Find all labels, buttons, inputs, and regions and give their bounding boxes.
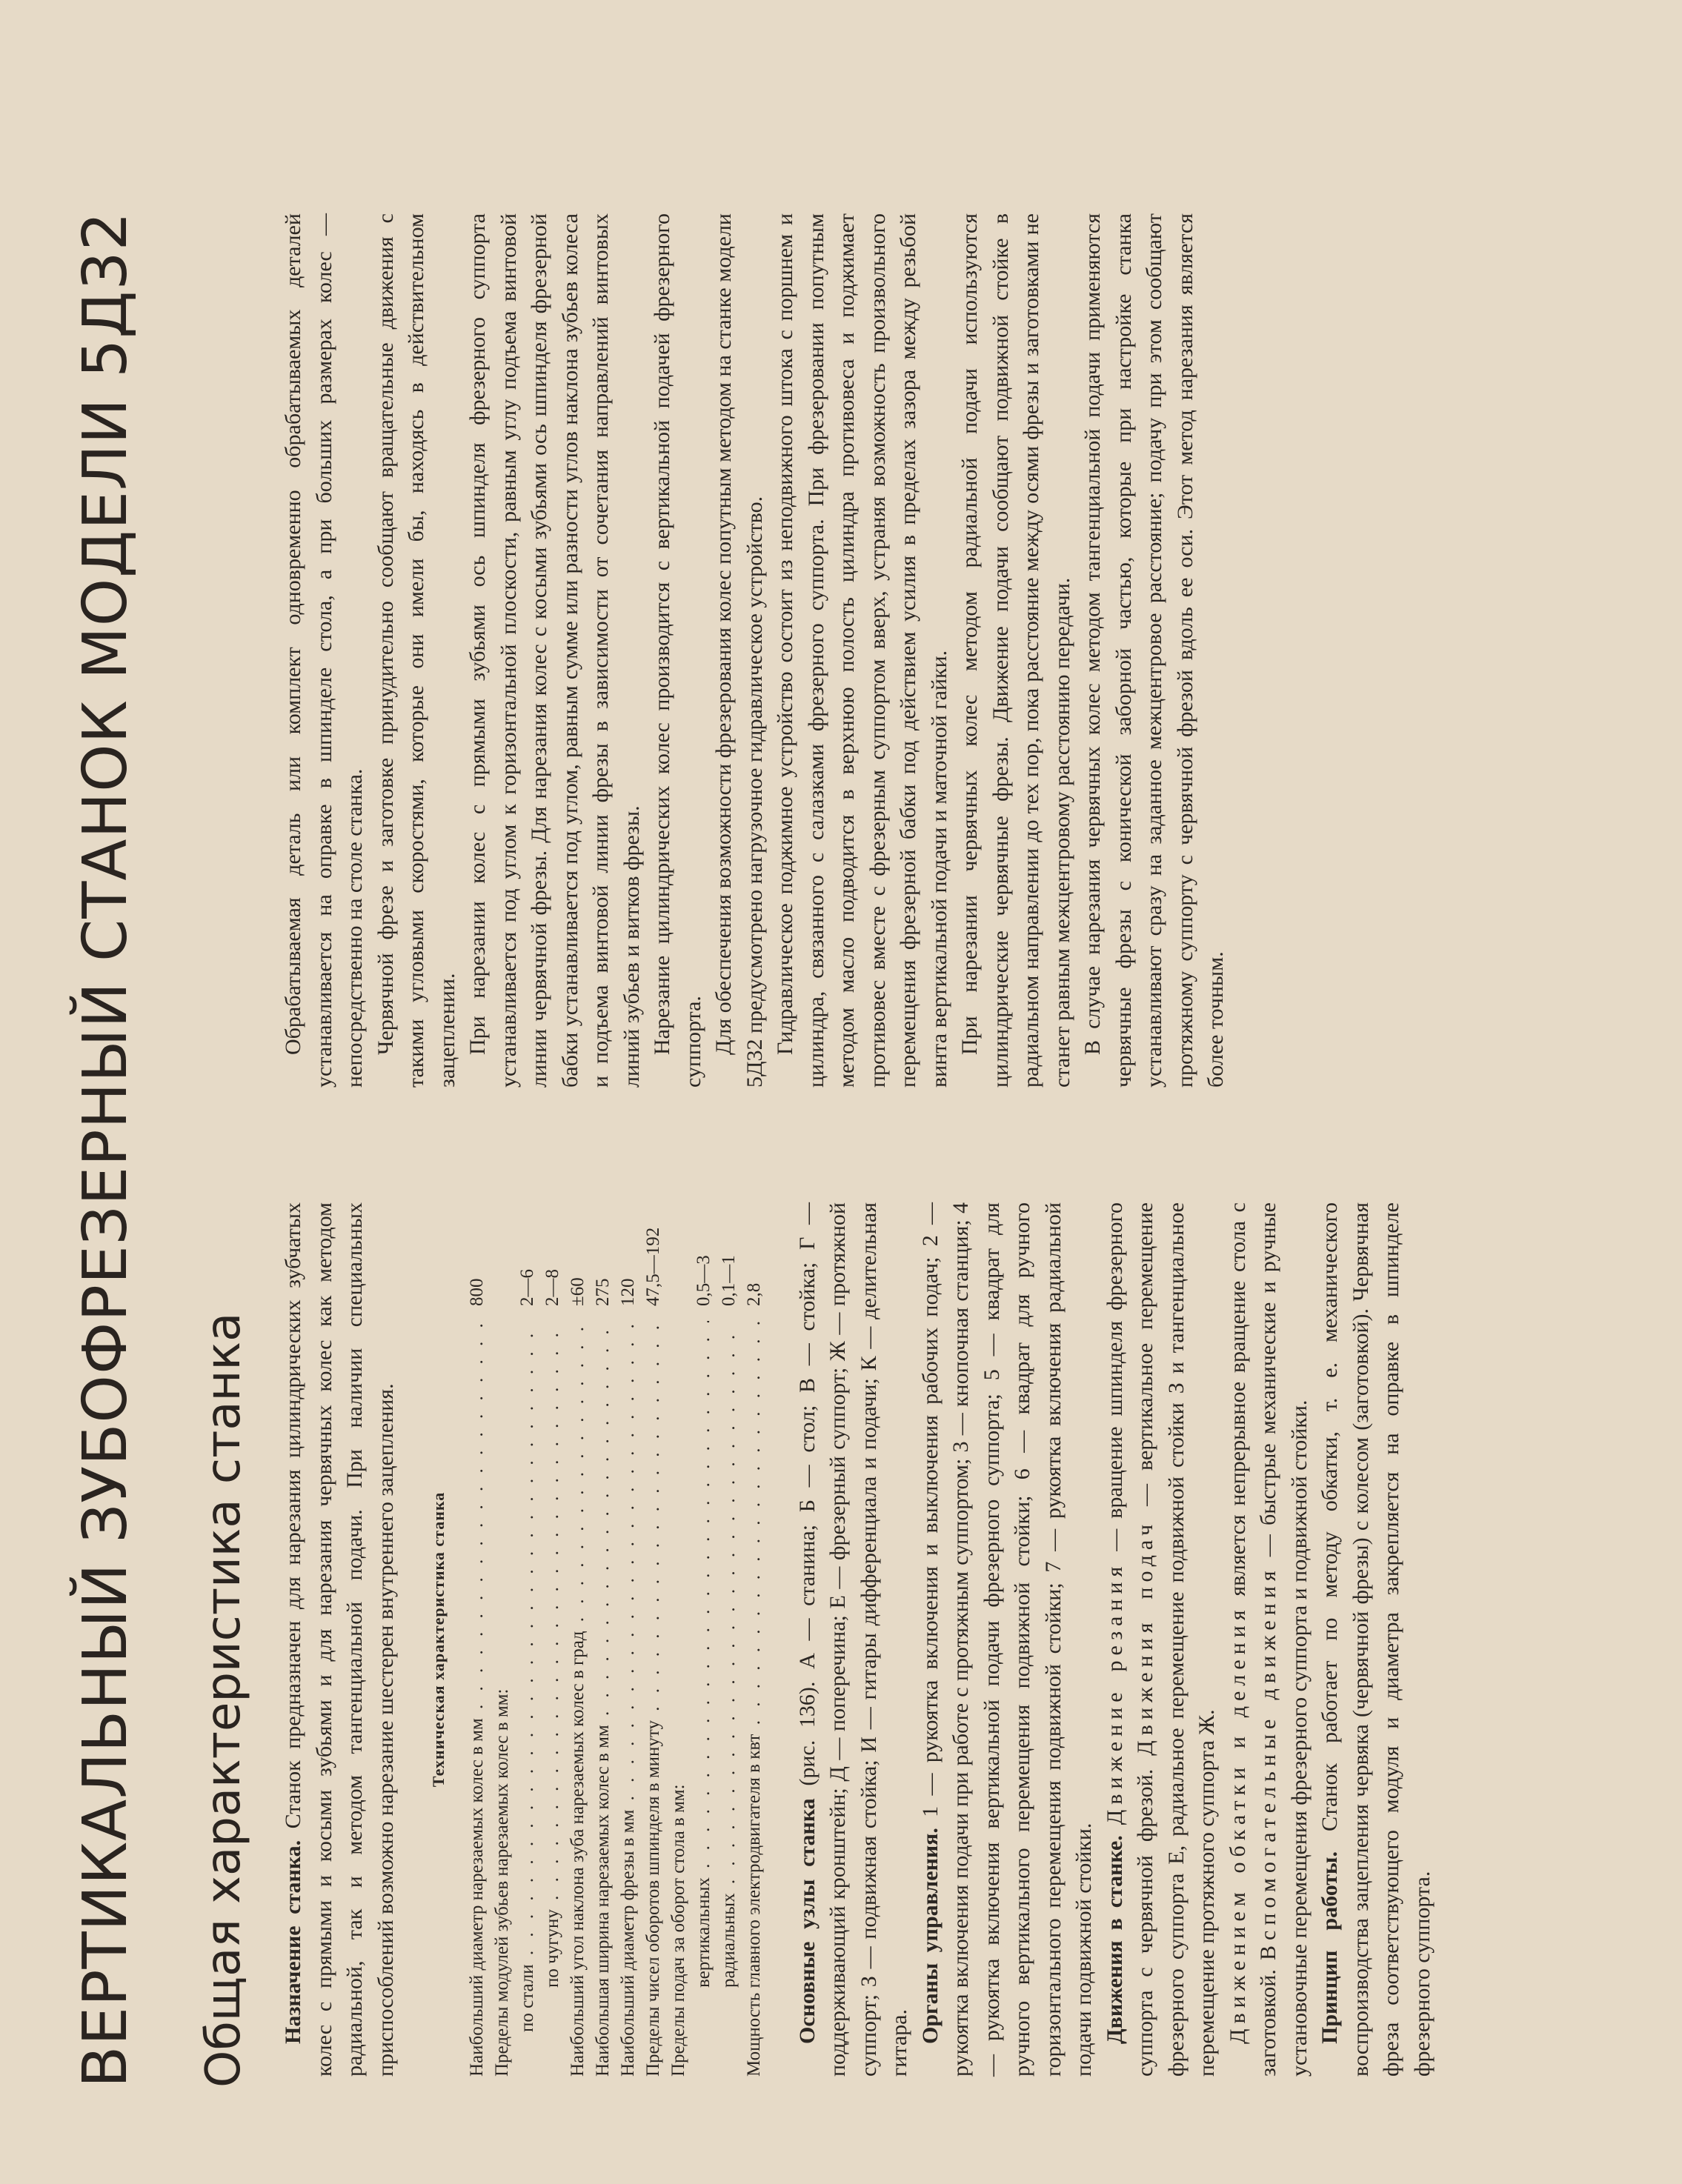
body-paragraph: В случае нарезания червячных колес методом тангенциальной подачи применяются червячные фрезы с конической заборной частью, которые при настройке станка устанавливают сразу на заданное межцентровое расстояние; подачу при этом сообщают протяжному суппорту с червячной фрезой вдоль ее оси. Этот метод нарезания является более точным.	[1080, 213, 1228, 1088]
units-text: (рис. 136). А — станина; Б — стол; В — стойка; Г — поддерживающий кронштейн; Д — поперечина; Е — фрезерный суппорт; Ж — протяжной суппорт; З — подвижная стойка; И — гитары дифференциала и подачи; К — делительная гитара.	[794, 1202, 911, 2077]
purpose-text: Станок предназначен для нарезания цилиндрических зубчатых колес с прямыми и косыми зубьями и для нарезания червячных колес как методом радиальной, так и методом тангенциальной подачи. При наличии специальных приспособлений возможно нарезание шестерен внутреннего зацепления.	[281, 1202, 398, 2077]
spec-label: по стали . . .	[515, 1321, 540, 2077]
spec-row	[691, 1202, 717, 2077]
cutting-motion-term: Движение резания	[1102, 1561, 1127, 1825]
spec-label: Мощность главного электродвигателя в квт . . .	[742, 1321, 767, 2077]
spec-row	[565, 1202, 591, 2077]
spec-row	[717, 1202, 742, 2077]
spec-label: Наибольший диаметр нарезаемых колес в мм . . .	[465, 1321, 490, 2077]
spec-label: Пределы подач за оборот стола в мм:	[668, 1784, 688, 2077]
controls-lead: Органы управления.	[917, 1828, 943, 2044]
spec-label: вертикальных . . .	[691, 1321, 717, 2077]
spec-row	[666, 1202, 691, 2077]
indexing-paragraph	[1223, 1202, 1315, 2077]
indexing-text: является непрерывное вращение стола с заготовкой.	[1225, 1202, 1280, 2077]
body-paragraph: Нарезание цилиндрических колес производится с вертикальной подачей фрезерного суппорта.	[650, 213, 705, 1088]
principle-text: Станок работает по методу обкатки, т. е. механического воспроизводства зацепления червяка (червячной фрезы) с колесом (заготовкой). Червячная фреза соответствующего модуля и диаметра закрепляется на оправке в шпинделе фрезерного суппорта.	[1317, 1202, 1435, 2077]
units-paragraph	[792, 1202, 915, 2077]
spec-label: Наибольший диаметр фрезы в мм . . .	[616, 1321, 641, 2077]
spec-row	[641, 1202, 666, 2077]
body-paragraph: Обрабатываемая деталь или комплект одновременно обрабатываемых деталей устанавливается на оправке в шпинделе стола, а при больших размерах колес — непосредственно на столе станка.	[281, 213, 367, 1088]
left-column	[278, 1202, 1437, 2077]
page-title: ВЕРТИКАЛЬНЫЙ ЗУБОФРЕЗЕРНЫЙ СТАНОК МОДЕЛИ 5Д32	[70, 211, 141, 2088]
spec-label: по чугуну . . .	[540, 1321, 565, 2077]
spec-value: 275	[592, 1278, 613, 1306]
purpose-paragraph	[278, 1202, 401, 2077]
indexing-term: Движением обкатки и деления	[1225, 1605, 1250, 2044]
spec-table	[465, 1202, 767, 2077]
spec-label: Наибольшая ширина нарезаемых колес в мм . . .	[591, 1321, 616, 2077]
spec-table-title: Техническая характеристика станка	[429, 1491, 448, 1788]
principle-lead: Принцип работы.	[1317, 1851, 1342, 2044]
spec-value: 47,5—192	[642, 1227, 663, 1306]
body-paragraph: Червячной фрезе и заготовке принудительно сообщают вращательные движения с такими угловыми скоростями, которые они имели бы, находясь в действительном зацеплении.	[373, 213, 459, 1088]
spec-value: 800	[466, 1278, 487, 1306]
feed-motion-text: — вертикальное перемещение фрезерного суппорта Е, радиальное перемещение подвижной стойки З и тангенциальное перемещение протяжного суппорта Ж.	[1133, 1202, 1219, 2077]
principle-paragraph	[1314, 1202, 1437, 2077]
controls-text: 1 — рукоятка включения и выключения рабочих подач; 2 — рукоятка включения подачи при работе с протяжным суппортом; 3 — кнопочная станция; 4 — рукоятка включения вертикальной подачи фрезерного суппорта; 5 — квадрат для ручного вертикального перемещения подвижной стойки; 6 — квадрат для ручного горизонтального перемещения подвижной стойки; 7 — рукоятка включения радиальной подачи подвижной стойки.	[917, 1202, 1096, 2077]
spec-label: Наибольший угол наклона зуба нарезаемых колес в град . . .	[565, 1321, 591, 2077]
spec-value: 2—6	[516, 1269, 537, 1306]
spec-row	[540, 1202, 565, 2077]
spec-row	[490, 1202, 515, 2077]
spec-value: 0,1—1	[718, 1255, 739, 1306]
spec-row	[465, 1202, 490, 2077]
spec-label: Пределы модулей зубьев нарезаемых колес в мм:	[491, 1688, 512, 2077]
spec-row	[515, 1202, 540, 2077]
spec-value: 120	[617, 1278, 638, 1306]
spec-label: радиальных . . .	[717, 1321, 742, 2077]
spec-label: Пределы чисел оборотов шпинделя в минуту . . .	[641, 1321, 666, 2077]
motions-lead: Движения в станке.	[1102, 1835, 1127, 2044]
spec-value: 0,5—3	[693, 1255, 714, 1306]
spec-row	[742, 1202, 767, 2077]
body-paragraph: Для обеспечения возможности фрезерования колес попутным методом на станке модели 5Д32 предусмотрено нагрузочное гидравлическое устройство.	[711, 213, 767, 1088]
right-column	[278, 213, 1231, 1088]
section-title: Общая характеристика станка	[196, 1312, 251, 2088]
auxiliary-term: Вспомогательные движения	[1256, 1565, 1280, 1960]
auxiliary-text: — быстрые механические и ручные установочные перемещения фрезерного суппорта и подвижной стойки.	[1256, 1202, 1312, 2077]
spec-value: 2—8	[542, 1269, 562, 1306]
spec-row	[591, 1202, 616, 2077]
body-paragraph: Гидравлическое поджимное устройство состоит из неподвижного штока с поршнем и цилиндра, связанного с салазками фрезерного суппорта. При фрезеровании попутным методом масло подводится в верхнюю полость цилиндра противовеса и поджимает противовес вместе с фрезерным суппортом вверх, устраняя возможность произвольного перемещения фрезерной бабки под действием усилия в пределах зазора между резьбой винта вертикальной подачи и маточной гайки.	[773, 213, 951, 1088]
spec-value: 2,8	[743, 1282, 764, 1306]
cutting-motion-text: — вращение шпинделя фрезерного суппорта с червячной фрезой.	[1102, 1202, 1157, 2077]
body-paragraph: При нарезании червячных колес методом радиальной подачи используются цилиндрические червячные фрезы. Движение подачи сообщают подвижной стойке в радиальном направлении до тех пор, пока расстояние между осями фрезы и заготовками не станет равным межцентровому расстоянию передачи.	[957, 213, 1074, 1088]
feed-motion-term: Движения подач	[1133, 1519, 1157, 1756]
controls-paragraph	[915, 1202, 1100, 2077]
spec-value: ±60	[567, 1277, 588, 1306]
motions-paragraph	[1100, 1202, 1223, 2077]
units-lead: Основные узлы станка	[794, 1798, 820, 2044]
purpose-lead: Назначение станка.	[281, 1840, 305, 2044]
body-paragraph: При нарезании колес с прямыми зубьями ось шпинделя фрезерного суппорта устанавливается под углом к горизонтальной плоскости, равным углу подъема винтовой линии червячной фрезы. Для нарезания колес с косыми зубьями ось шпинделя фрезерной бабки устанавливается под углом, равным сумме или разности углов наклона зубьев колеса и подъема винтовой линии фрезы в зависимости от сочетания направлений винтовых линий зубьев и витков фрезы.	[465, 213, 644, 1088]
spec-row	[616, 1202, 641, 2077]
